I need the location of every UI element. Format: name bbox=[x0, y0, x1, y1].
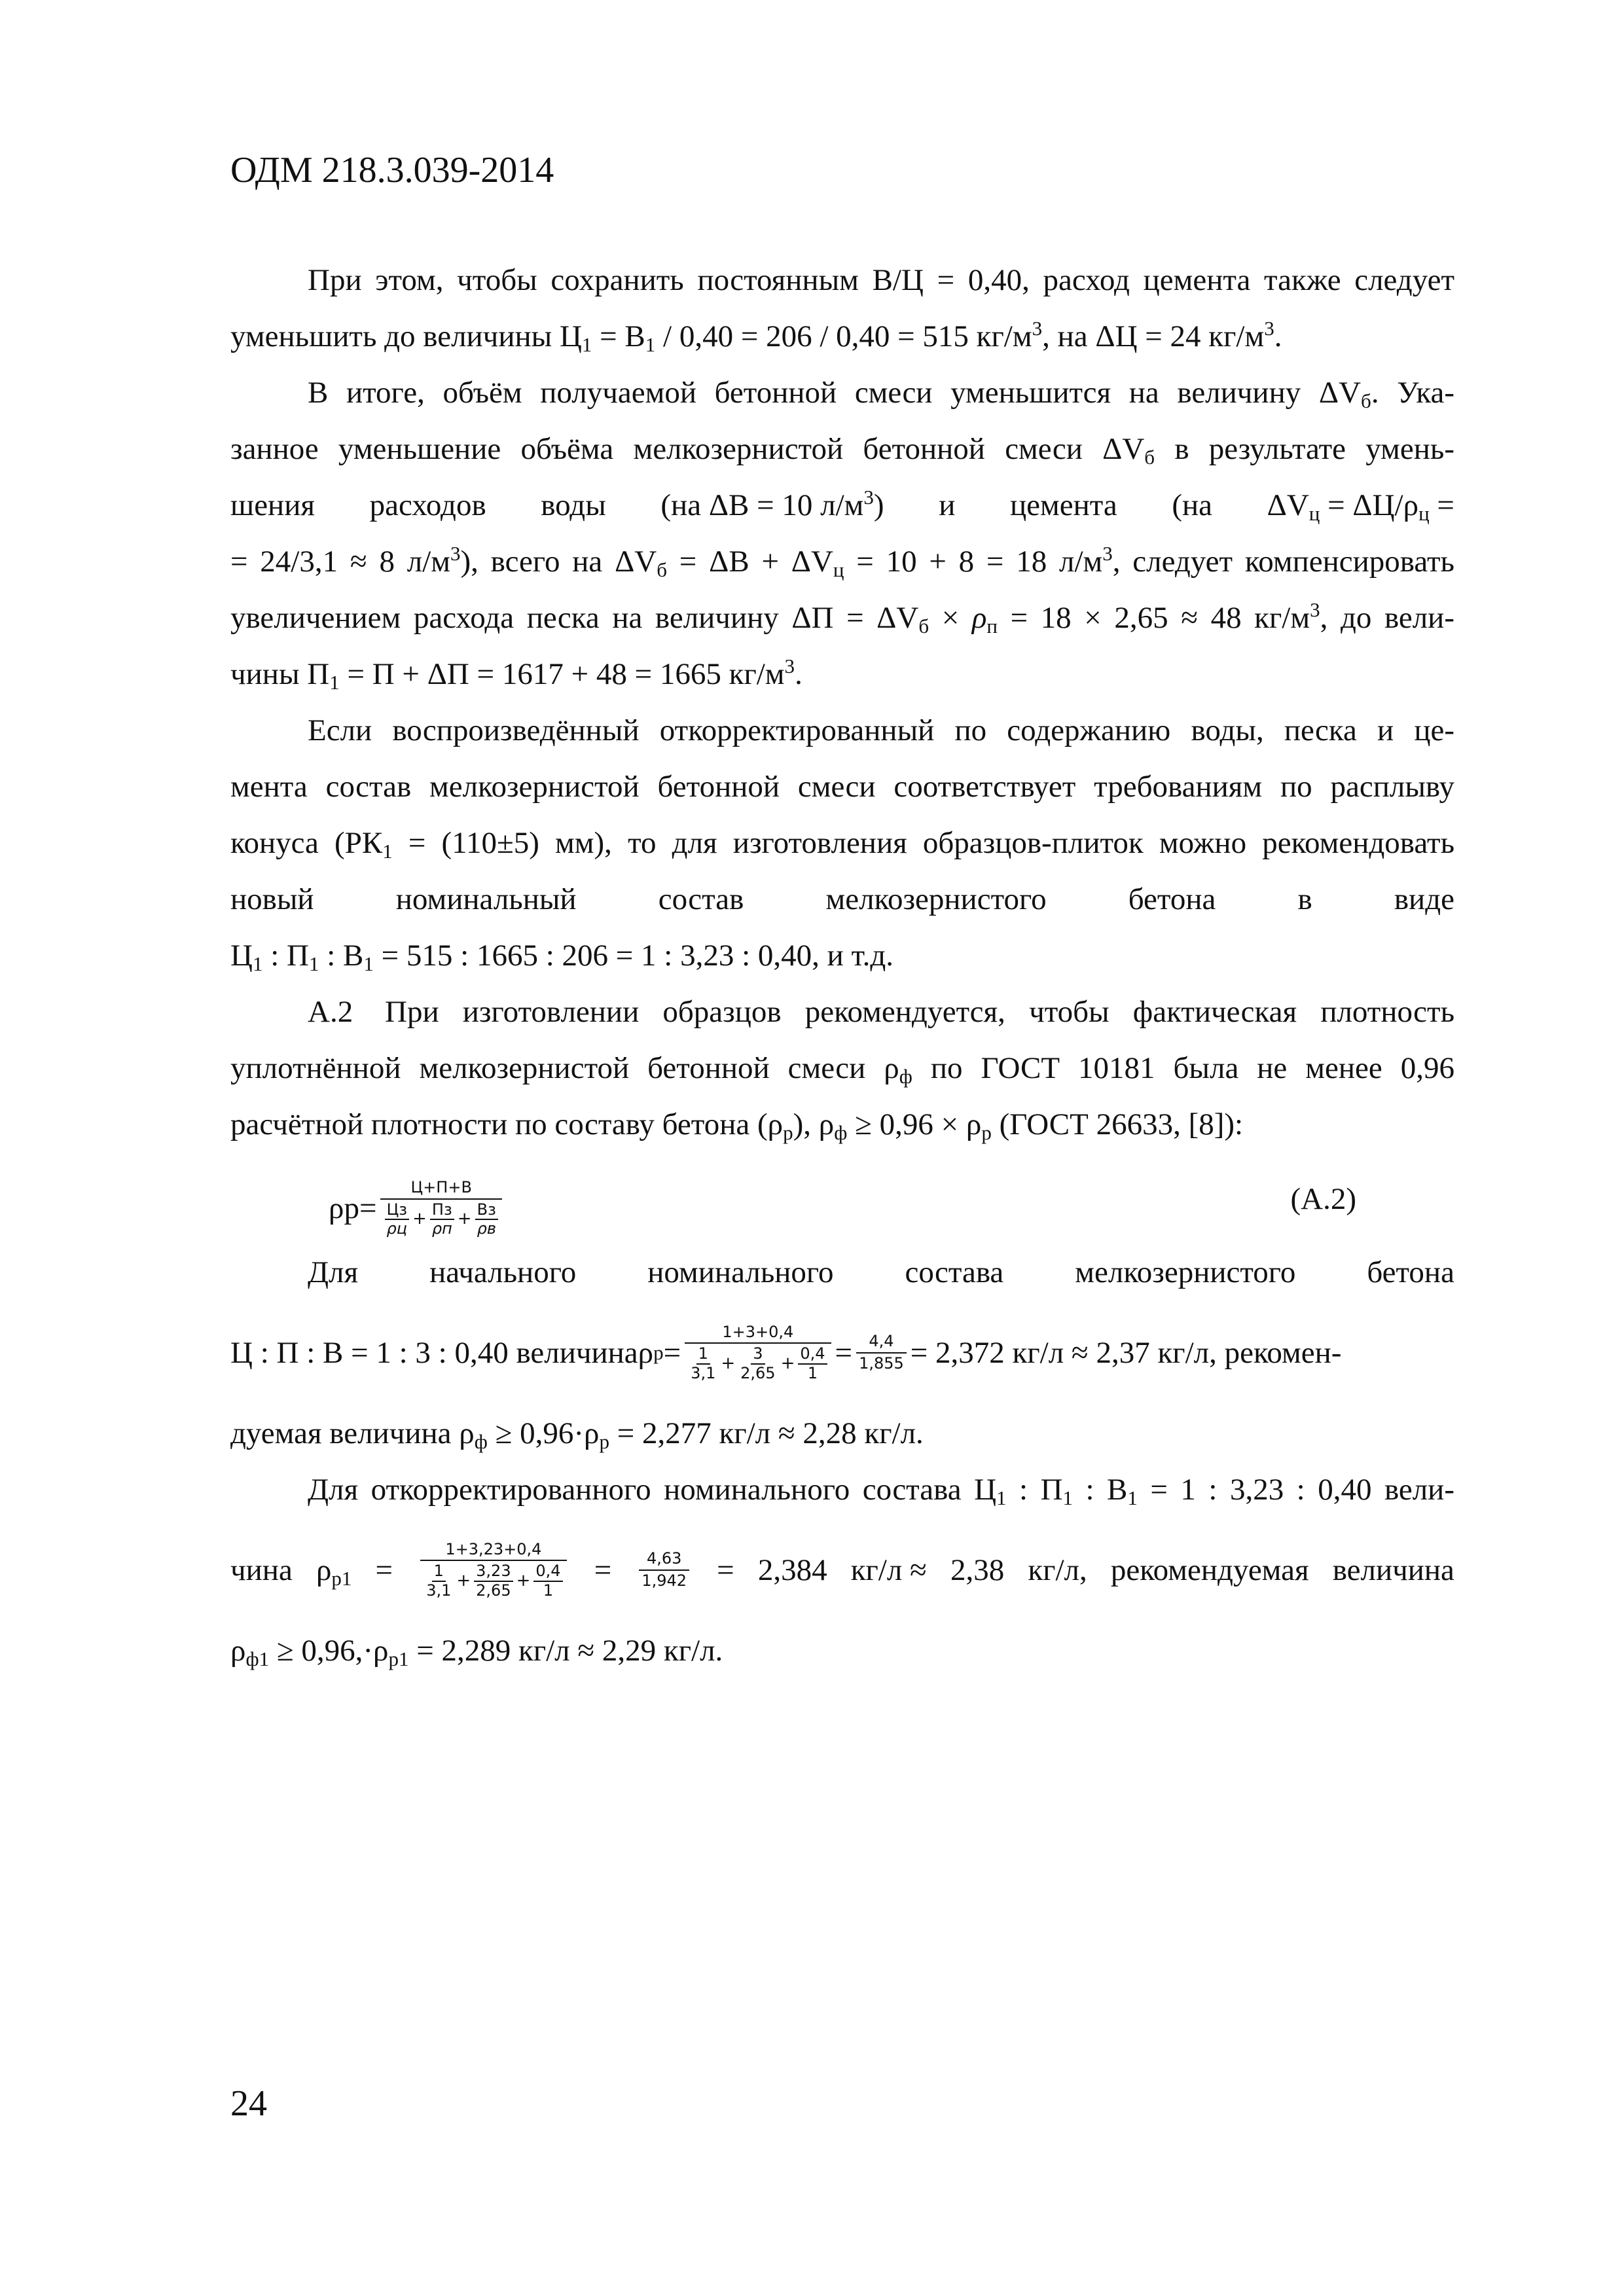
paragraph-line: Для откорректированного номинального состава $Ц_1$ : $П_1$ : $В_1 = 1$ : 3,23 : 0,40 вели- bbox=[308, 1473, 1454, 1509]
paragraph-line: увеличением расхода песка на величину $\Delta П = \Delta V_б \times \rho_п = 18 \times 2,65 \approx 48$ $кг/м^3$, до вели- bbox=[230, 598, 1454, 637]
formula-fraction: Ц+П+В Цз ρц + Пз ρп + Вз ρв bbox=[380, 1179, 502, 1238]
paragraph-line: дуемая величина $\rho_ф \ge 0,96\cdot\rho_р = 2,277$ кг/л ≈ 2,28 кг/л. bbox=[230, 1416, 924, 1453]
calc-fraction: 1+3,23+0,4 1 3,1 + $\frac{3,23}{2,65}$ + $\frac{0,4}{1}$ bbox=[420, 1541, 566, 1600]
paragraph-line: уменьшить до величины $Ц_1 = В_1 / 0,40 = 206 / 0,40 = 515$ $кг/м^3$, на ΔЦ = 24 $кг/м^3$. bbox=[230, 316, 1282, 356]
paragraph-line: $\rho_{ф1} \ge 0,96,\cdot\rho_{р1} = 2,289$ кг/л ≈ 2,29 кг/л. bbox=[230, 1634, 723, 1670]
page-number: 24 bbox=[230, 2083, 267, 2124]
paragraph-line: А.2 При изготовлении образцов рекомендуется, чтобы фактическая плотность bbox=[230, 984, 1454, 1040]
paragraph-line: уплотнённой мелкозернистой бетонной смеси $\rho_ф$ по ГОСТ 10181 была не менее 0,96 bbox=[230, 1051, 1454, 1088]
paragraph-line: При этом, чтобы сохранить постоянным В/Ц = 0,40, расход цемента также следует bbox=[308, 263, 1454, 297]
calc-fraction: $\frac{4,63}{1,942}$ bbox=[639, 1550, 689, 1590]
paragraph-line: $Ц_1$ : $П_1$ : $В_1 = 515$ : 1665 : 206 = 1 : 3,23 : 0,40, и т.д. bbox=[230, 939, 893, 975]
paragraph-line: В итоге, объём получаемой бетонной смеси уменьшится на величину $\Delta V_б$. Ука- bbox=[308, 376, 1454, 412]
paragraph-line: Если воспроизведённый откорректированный по содержанию воды, песка и це- bbox=[308, 713, 1454, 747]
formula-a2: ρ р = Ц+П+В Цз ρц + Пз ρп + Вз ρв (А.2) bbox=[329, 1178, 1356, 1238]
paragraph-line: мента состав мелкозернистой бетонной смеси соответствует требованиям по расплыву bbox=[230, 770, 1454, 804]
calc-fraction: $\frac{4,4}{1,855}$ bbox=[856, 1333, 907, 1372]
paragraph-line: Для начального номинального состава мелкозернистого бетона bbox=[308, 1255, 1454, 1289]
paragraph-line: чины $П_1 = П + \Delta П = 1617 + 48 = 1665$ $кг/м^3$. bbox=[230, 654, 803, 694]
paragraph-line: занное уменьшение объёма мелкозернистой бетонной смеси $\Delta V_б$ в результате умень- bbox=[230, 432, 1454, 469]
calc-fraction: 1+3+0,4 1 3,1 + $\frac{3}{2,65}$ + $\frac{0,4}{1}$ bbox=[685, 1323, 831, 1383]
paragraph-line: шения расходов воды (на ΔВ = 10 $л/м^3$) и цемента (на $\Delta V_ц = \Delta Ц/\rho_ц$ = bbox=[230, 485, 1454, 525]
paragraph-line: новый номинальный состав мелкозернистого бетона в виде bbox=[230, 882, 1454, 916]
calc-line: Ц : П : В = 1 : 3 : 0,40 величина ρ р = 1+3+0,4 1 3,1 + $\frac{3}{2,65}$ + $\frac{0,4}{1}$ = $\frac{4,4}{1,855}$ = 2,372 кг/л ≈ 2,37 кг/л, рекомен- bbox=[230, 1322, 1342, 1382]
paragraph-line: = 24/3,1 ≈ 8 $л/м^3$), всего на $\Delta V_б = \Delta В + \Delta V_ц = 10 + 8 = 18$ $л/м^3$, следует компенсировать bbox=[230, 541, 1454, 581]
paragraph-line: расчётной плотности по составу бетона $(\rho_р)$, $\rho_ф \ge 0,96 \times \rho_р$ (ГОСТ 26633, [8]): bbox=[230, 1107, 1244, 1144]
clause-number: А.2 bbox=[308, 995, 353, 1029]
calc-line: чина $\rho_{р1}$ = 1+3,23+0,4 1 3,1 + $\frac{3,23}{2,65}$ + $\frac{0,4}{1}$ = $\frac{4,63}{1,942}$ = 2,384 кг/л ≈ 2,38 кг/л, рекомендуемая величина bbox=[230, 1539, 1454, 1600]
body-text bbox=[230, 252, 1454, 1679]
paragraph-line: конуса ($РК_1 = (110\pm 5)$ мм), то для изготовления образцов-плиток можно рекомендовать bbox=[230, 826, 1455, 863]
running-header: ОДМ 218.3.039-2014 bbox=[230, 150, 554, 190]
equation-number: (А.2) bbox=[1290, 1182, 1356, 1216]
